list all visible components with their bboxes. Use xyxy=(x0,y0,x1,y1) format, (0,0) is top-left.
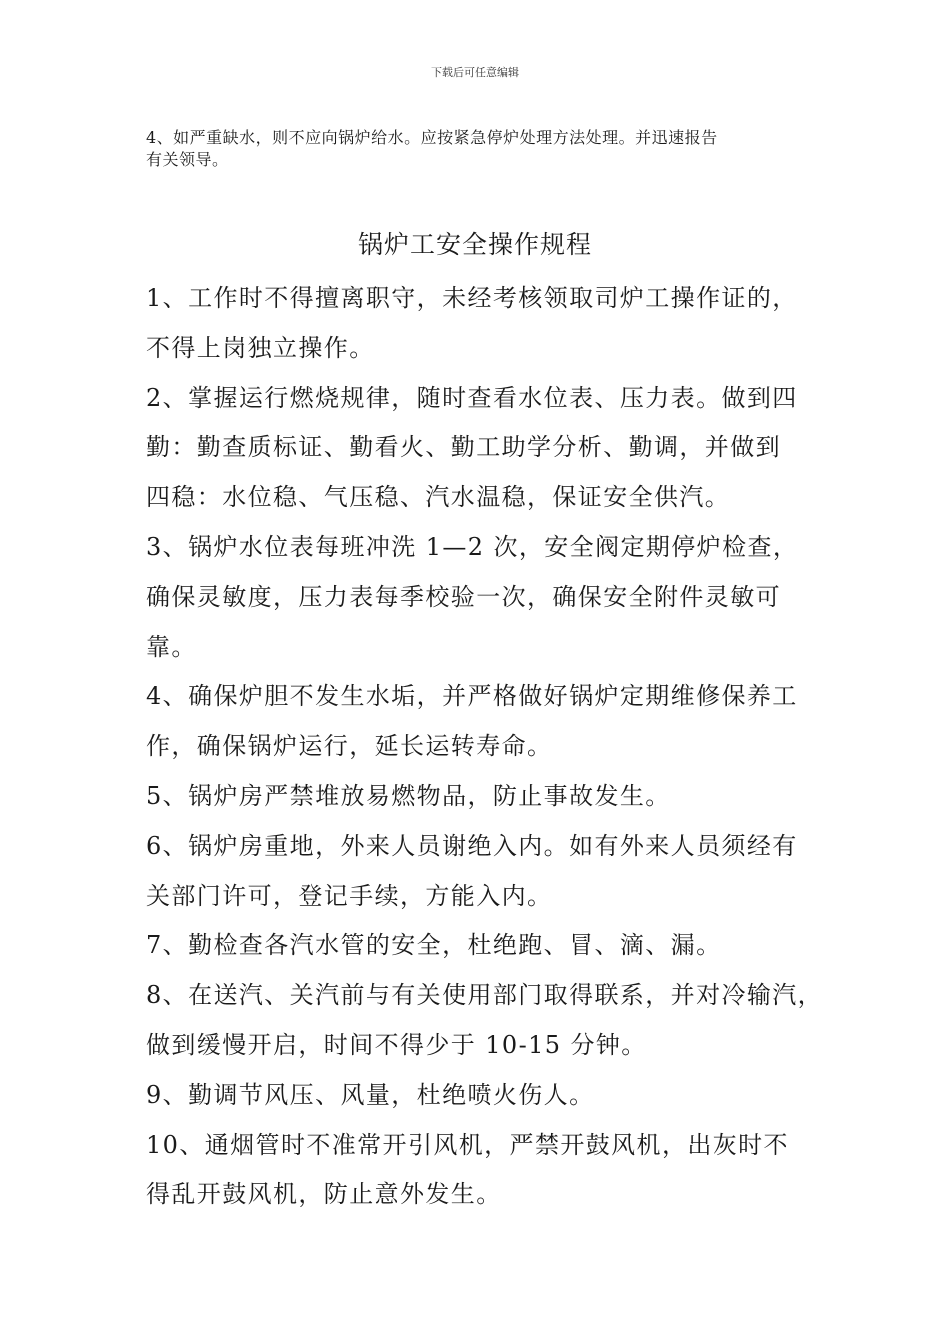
page-header: 下载后可任意编辑 xyxy=(431,66,519,79)
document-title: 锅炉工安全操作规程 xyxy=(357,230,592,259)
rule-line: 8、在送汽、关汽前与有关使用部门取得联系，并对冷输汽， xyxy=(146,981,824,1010)
rule-line: 作，确保锅炉运行，延长运转寿命。 xyxy=(146,732,553,761)
rule-line: 4、确保炉胆不发生水垢，并严格做好锅炉定期维修保养工 xyxy=(146,682,798,711)
rule-line: 四稳：水位稳、气压稳、汽水温稳，保证安全供汽。 xyxy=(146,483,731,512)
rule-line: 不得上岗独立操作。 xyxy=(146,333,375,362)
rule-line: 确保灵敏度，压力表每季校验一次，确保安全附件灵敏可 xyxy=(146,582,781,611)
rule-line: 做到缓慢开启，时间不得少于 10-15 分钟。 xyxy=(146,1030,647,1059)
previous-section-paragraph xyxy=(146,127,826,171)
rule-line: 10、通烟管时不准常开引风机，严禁开鼓风机，出灰时不 xyxy=(146,1130,789,1159)
rules-list xyxy=(146,274,846,1220)
rule-line: 2、掌握运行燃烧规律，随时查看水位表、压力表。做到四 xyxy=(146,383,798,412)
rule-line: 3、锅炉水位表每班冲洗 1—2 次，安全阀定期停炉检查， xyxy=(146,532,799,561)
rule-line: 9、勤调节风压、风量，杜绝喷火伤人。 xyxy=(146,1080,595,1109)
rule-line: 勤：勤查质标证、勤看火、勤工助学分析、勤调，并做到 xyxy=(146,433,781,462)
rule-line: 1、工作时不得擅离职守，未经考核领取司炉工操作证的， xyxy=(146,284,798,312)
rule-line: 关部门许可，登记手续，方能入内。 xyxy=(146,881,553,910)
paragraph-line: 4、如严重缺水，则不应向锅炉给水。应按紧急停炉处理方法处理。并迅速报告 xyxy=(146,128,718,147)
rule-line: 靠。 xyxy=(146,632,197,661)
paragraph-line: 有关领导。 xyxy=(146,150,229,169)
rule-line: 5、锅炉房严禁堆放易燃物品，防止事故发生。 xyxy=(146,781,671,810)
rule-line: 6、锅炉房重地，外来人员谢绝入内。如有外来人员须经有 xyxy=(146,831,798,860)
rule-line: 得乱开鼓风机，防止意外发生。 xyxy=(146,1180,502,1209)
rule-line: 7、勤检查各汽水管的安全，杜绝跑、冒、滴、漏。 xyxy=(146,931,722,960)
